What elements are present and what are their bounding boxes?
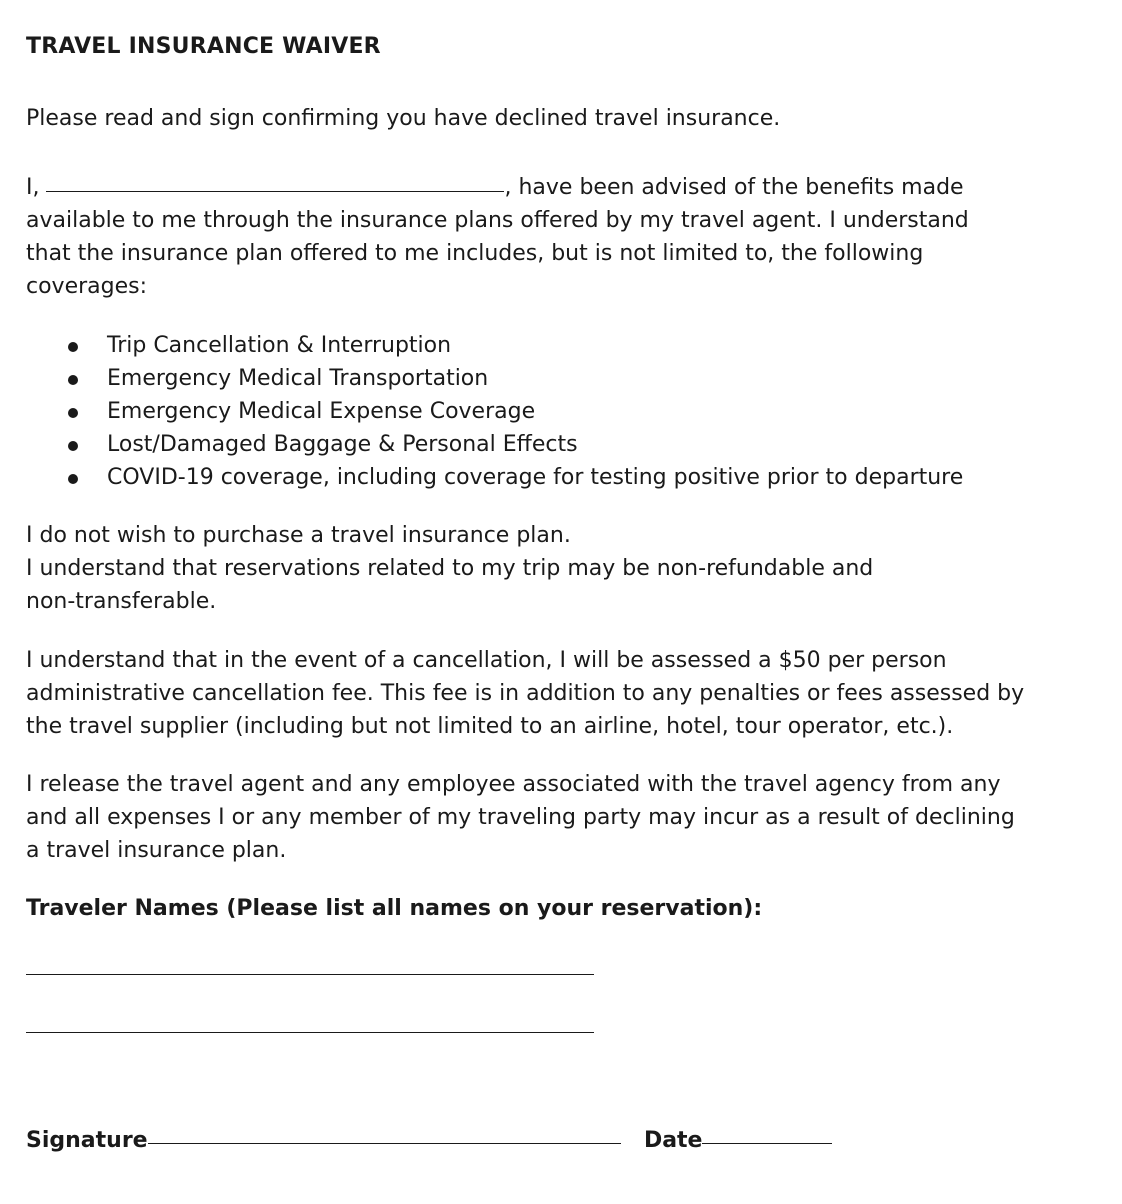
- benefits-line-3: that the insurance plan offered to me includes, but is not limited to, the following: [26, 241, 924, 266]
- signature-field[interactable]: [148, 1142, 621, 1144]
- date-field[interactable]: [702, 1142, 832, 1144]
- decline-line-1: I do not wish to purchase a travel insurance plan.: [26, 523, 571, 548]
- cancellation-fee-paragraph: [26, 644, 1096, 743]
- bullet-icon: [68, 408, 78, 418]
- traveler-name-line-1[interactable]: [26, 974, 594, 975]
- decline-line-3: non-transferable.: [26, 589, 217, 614]
- traveler-name-line-2[interactable]: [26, 1032, 594, 1033]
- coverage-item: Emergency Medical Transportation: [107, 366, 489, 391]
- fee-line-1: I understand that in the event of a cancellation, I will be assessed a $50 per person: [26, 648, 947, 673]
- document-title: TRAVEL INSURANCE WAIVER: [26, 34, 381, 59]
- fee-line-3: the travel supplier (including but not limited to an airline, hotel, tour operator, etc.).: [26, 714, 954, 739]
- benefits-line-4: coverages:: [26, 274, 148, 299]
- release-line-3: a travel insurance plan.: [26, 838, 287, 863]
- benefits-paragraph: [26, 171, 1096, 303]
- release-paragraph: [26, 768, 1096, 867]
- intro-text: Please read and sign confirming you have declined travel insurance.: [26, 106, 781, 131]
- release-line-2: and all expenses I or any member of my traveling party may incur as a result of declining: [26, 805, 1015, 830]
- signature-row: [26, 1124, 832, 1157]
- coverage-item: Emergency Medical Expense Coverage: [107, 399, 536, 424]
- traveler-names-label: Traveler Names (Please list all names on your reservation):: [26, 896, 763, 921]
- bullet-icon: [68, 342, 78, 352]
- fee-line-2: administrative cancellation fee. This fee is in addition to any penalties or fees assessed by: [26, 681, 1025, 706]
- decline-line-2: I understand that reservations related to my trip may be non-refundable and: [26, 556, 874, 581]
- benefits-line-2: available to me through the insurance plans offered by my travel agent. I understand: [26, 208, 969, 233]
- benefits-line-1-suffix: , have been advised of the benefits made: [504, 175, 964, 200]
- bullet-icon: [68, 375, 78, 385]
- signature-label: Signature: [26, 1128, 148, 1153]
- traveler-name-blank[interactable]: [46, 190, 504, 192]
- decline-paragraph: [26, 519, 1096, 618]
- bullet-icon: [68, 474, 78, 484]
- bullet-icon: [68, 441, 78, 451]
- benefits-line-1: [26, 171, 1096, 204]
- coverage-item: Lost/Damaged Baggage & Personal Effects: [107, 432, 578, 457]
- date-label: Date: [643, 1128, 703, 1153]
- name-prefix: I,: [26, 175, 40, 200]
- coverage-item: Trip Cancellation & Interruption: [107, 333, 452, 358]
- coverage-item: COVID-19 coverage, including coverage for testing positive prior to departure: [107, 465, 964, 490]
- release-line-1: I release the travel agent and any employee associated with the travel agency from any: [26, 772, 1001, 797]
